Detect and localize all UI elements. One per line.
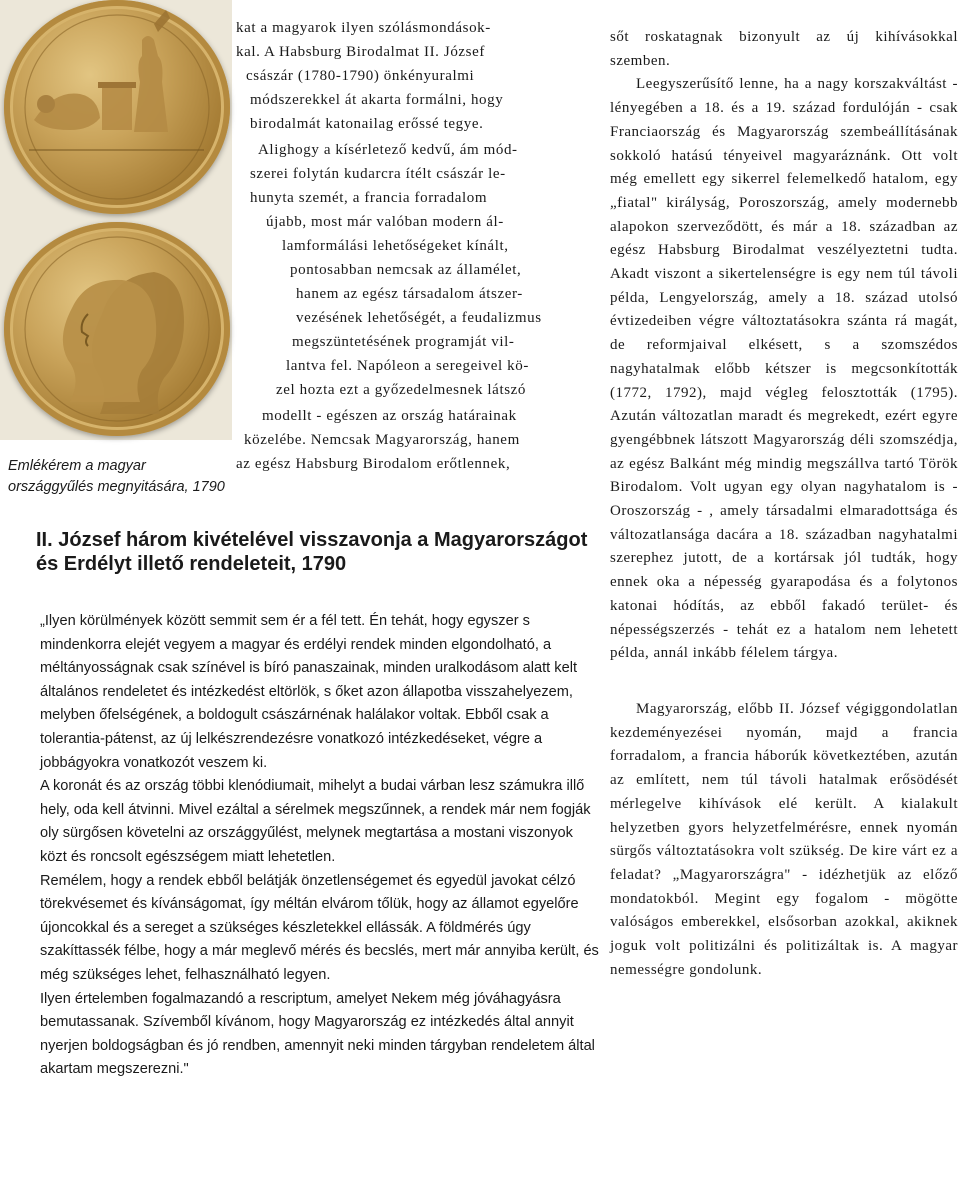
middle-line: módszerekkel át akarta formálni, hogy xyxy=(250,92,504,108)
middle-line: lamformálási lehetőségeket kínált, xyxy=(282,238,509,254)
right-paragraph: Leegyszerűsítő lenne, ha a nagy korszakváltást - lényegében a 18. és a 19. század fordulóján - csak Franciaország és Magyarország szembeállításának sokkoló hatású tényeivel magyaráznánk. Ott volt még emellett egy sikerrel felemelkedő hatalom, egy „fiatal" királyság, Poroszország, amely modernebb alapokon szerveződött, és már a 18. században az egész Habsburg Birodalmat veszélyeztetni tudta. Akadt viszont a sikertelenségre is egy nem túl távoli példa, Lengyelország, amely a 18. század utolsó évtizedeiben végre változtatásokra szánta rá magát, de reformjaival elkésett, s a szomszédos nagyhatalmak előbb kétszer is megcsonkították (1772, 1792), majd végleg felosztották (1795). Azután változatlan maradt és megrekedt, ezért egyre gyengébbnek látszott Magyarország déli szomszédja, az egész Balkánt még mindig megszállva tartó Török Birodalom. Volt ugyan egy olyan nagyhatalom is - Oroszország - , amely társadalmi elmaradottsága és változatlansága dacára a 18. században nagyhatalmi szerephez jutott, de a kortársak jól tudták, hogy ennek oka a népesség gyarapodása és a folytonos katonai hódítás, az ebből fakadó terület- és népességszerzés - tehát ez a hatalom nem lehetett példa, annál inkább félelem tárgya. xyxy=(610,76,958,662)
right-paragraph: sőt roskatagnak bizonyult az új kihívásokkal szemben. xyxy=(610,29,958,69)
section-headline: II. József három kivételével visszavonja a Magyarországot és Erdélyt illető rendeleteit, 1790 xyxy=(36,529,588,575)
middle-line: lantva fel. Napóleon a seregeivel kö- xyxy=(286,358,529,374)
medal-reverse-relief xyxy=(4,0,230,214)
middle-line: az egész Habsburg Birodalom erőtlennek, xyxy=(236,456,511,472)
middle-line: vezésének lehetőségét, a feudalizmus xyxy=(296,310,542,326)
middle-line: zel hozta ezt a győzedelmesnek látszó xyxy=(276,382,527,398)
middle-line: császár (1780-1790) önkényuralmi xyxy=(246,68,475,84)
middle-line: birodalmát katonailag erőssé tegye. xyxy=(250,116,484,132)
medal-caption: Emlékérem a magyar országgyűlés megnyitására, 1790 xyxy=(8,458,225,495)
middle-line: modellt - egészen az ország határainak xyxy=(262,408,517,424)
middle-line: kal. A Habsburg Birodalmat II. József xyxy=(236,44,485,60)
document-paragraph: A koronát és az ország többi klenódiumait, mihelyt a budai várban lesz számukra illő hely, oda kell átvinni. Mivel ezáltal a sérelmek megszűnnek, a rendek már nem fogják oly sürgősen követelni az országgyűlést, melynek megtartása a mostani viszonyok közt és roncsolt egészségem miatt lehetetlen. xyxy=(40,778,591,865)
medal-reverse xyxy=(4,0,230,214)
middle-line: hanem az egész társadalom átszer- xyxy=(296,286,523,302)
document-paragraph: Remélem, hogy a rendek ebből belátják önzetlenségemet és egyedül javokat célzó törekvésemet és kívánságomat, így méltán elvárom tőlük, hogy az államot egyelőre újoncokkal és a sereget a szükséges készletekkel ellássák. A földmérés úgy szakíttassék félbe, hogy a már meglevő mérés és becslés, mert már annyiba került, és még szükséges lehet, felhasználható legyen. xyxy=(40,872,599,983)
medal-photo xyxy=(0,0,232,440)
right-column xyxy=(610,26,958,982)
right-paragraph: Magyarország, előbb II. József végiggondolatlan kezdeményezései nyomán, majd a francia forradalom, a francia háborúk következtében, azután az említett, nem túl távoli hatalmak erősödését mérlegelve kihívások elé került. A kialakult helyzetben gyors helyzetfelmérésre, ennek nyomán sürgős változtatásokra volt szükség. De kire várt ez a feladat? „Magyarországra" - idézhetjük az előző mondatokból. Megint egy fogalom - mögötte valóságos emberekkel, elsősorban azokkal, akiknek joguk volt politizálni és politizáltak is. A magyar nemességre gondolunk. xyxy=(610,700,958,978)
document-quote xyxy=(40,610,600,1082)
medal-obverse-relief xyxy=(4,222,230,436)
middle-line: újabb, most már valóban modern ál- xyxy=(266,214,504,230)
document-paragraph: „Ilyen körülmények között semmit sem ér a fél tett. Én tehát, hogy egyszer s mindenkorra elejét vegyem a magyar és erdélyi rendek minden elgondolható, a méltányosságnak csak színével is bíró panaszainak, minden uralkodásom alatt kelt általános rendeletet és intézkedést eltörlök, s őket azon állapotba visszahelyezem, melyben őfelségének, a boldogult császárnénak halálakor voltak. Ebből csak a tolerantia-pátenst, az új lelkészrendezésre vonatkozó intézkedéseket, végre a jobbágyokra vonatkozót veszem ki. xyxy=(40,613,578,771)
middle-line: Alighogy a kísérletező kedvű, ám mód- xyxy=(258,142,518,158)
medal-obverse xyxy=(4,222,230,436)
middle-line: hunyta szemét, a francia forradalom xyxy=(250,190,488,206)
middle-line: szerei folytán kudarcra ítélt császár le- xyxy=(250,166,506,182)
document-paragraph: Ilyen értelemben fogalmazandó a rescriptum, amelyet Nekem még jóváhagyásra bemutassanak. Szívemből kívánom, hogy Magyarország ez intézkedés által annyit nyerjen boldogságban és jó rendben, amennyit neki minden tárgyban rendeletem által akartam megszerezni." xyxy=(40,990,595,1078)
paragraph-gap xyxy=(610,666,958,698)
middle-line: megszüntetésének programját vil- xyxy=(292,334,515,350)
middle-line: pontosabban nemcsak az államélet, xyxy=(290,262,522,278)
middle-line: közelébe. Nemcsak Magyarország, hanem xyxy=(244,432,520,448)
middle-line: kat a magyarok ilyen szólásmondások- xyxy=(236,20,491,36)
